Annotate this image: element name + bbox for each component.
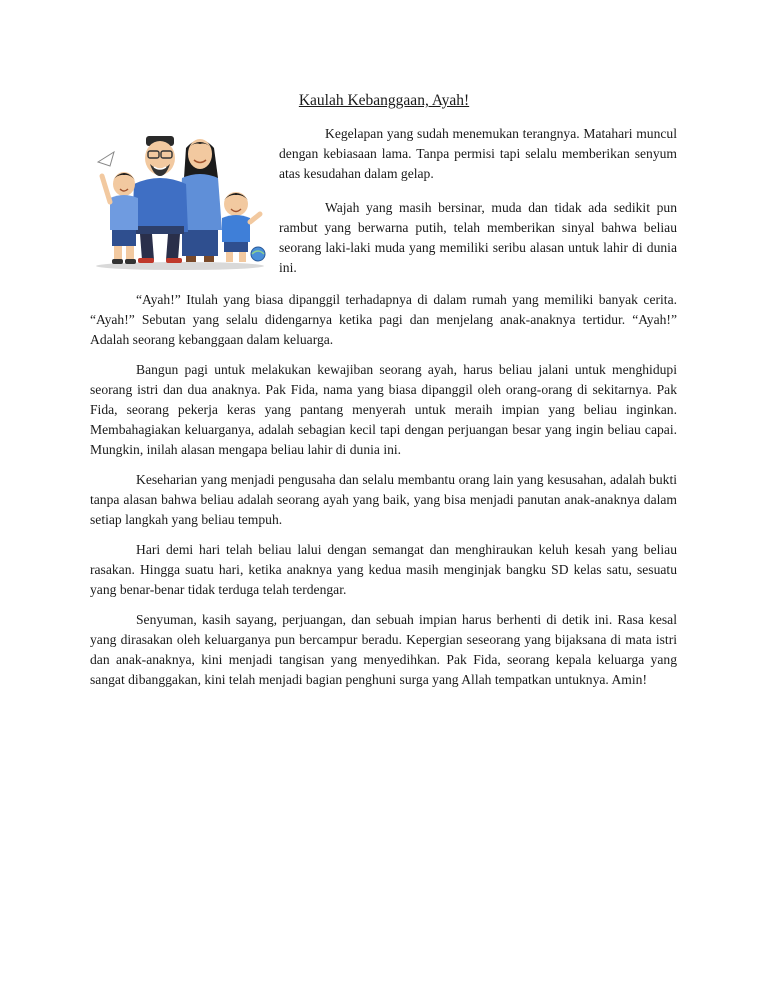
- intro-paragraph-1-block: [279, 124, 677, 184]
- page-title: Kaulah Kebanggaan, Ayah!: [298, 92, 470, 109]
- paragraph: Bangun pagi untuk melakukan kewajiban seorang ayah, harus beliau jalani untuk menghidupi seorang istri dan dua anaknya. Pak Fida, nama yang biasa dipanggil oleh orang-orang di sekitarnya. Pak Fida, seorang pekerja keras yang pantang menyerah untuk meraih impian yang beliau inginkan. Membahagiakan keluarganya, adalah sebagian kecil tapi dengan perjuangan besar yang ingin beliau capai. Mungkin, inilah alasan mengapa beliau lahir di dunia ini.: [90, 362, 677, 457]
- intro-paragraph-2-block: [279, 198, 677, 278]
- body-text: [90, 290, 677, 700]
- father-figure: [132, 136, 188, 263]
- intro-paragraph: Kegelapan yang sudah menemukan terangnya. Matahari muncul dengan kebiasaan lama. Tanpa permisi tapi selalu memberikan senyum atas kesudahan dalam gelap.: [279, 126, 677, 181]
- right-child-figure: [222, 192, 265, 262]
- paragraph: Keseharian yang menjadi pengusaha dan selalu membantu orang lain yang kesusahan, adalah bukti tanpa alasan bahwa beliau adalah seorang ayah yang baik, yang bisa menjadi panutan anak-anaknya dalam setiap langkah yang beliau tempuh.: [90, 472, 677, 527]
- paragraph: Hari demi hari telah beliau lalui dengan semangat dan menghiraukan keluh kesah yang beliau rasakan. Hingga suatu hari, ketika anaknya yang kedua masih menginjak bangku SD kelas satu, sesuatu yang benar-benar tidak terduga telah terdengar.: [90, 542, 677, 597]
- left-child-figure: [98, 152, 138, 264]
- family-cartoon-icon: [90, 126, 268, 272]
- intro-paragraph: Wajah yang masih bersinar, muda dan tidak ada sedikit pun rambut yang berwarna putih, telah memberikan sinyal bahwa beliau seorang laki-laki muda yang memiliki seribu alasan untuk lahir di dunia ini.: [279, 200, 677, 275]
- paragraph: “Ayah!” Itulah yang biasa dipanggil terhadapnya di dalam rumah yang memiliki banyak cerita. “Ayah!” Sebutan yang selalu didengarnya ketika pagi dan menjelang anak-anaknya tertidur. “Ayah!” Adalah seorang kebanggaan dalam keluarga.: [90, 292, 677, 347]
- paragraph: Senyuman, kasih sayang, perjuangan, dan sebuah impian harus berhenti di detik ini. Rasa kesal yang dirasakan oleh keluarganya pun bercampur beradu. Kepergian seseorang yang bijaksana di mata istri dan anak-anaknya, kini menjadi tangisan yang menyedihkan. Pak Fida, seorang kepala keluarga yang sangat dibanggakan, kini telah menjadi bagian penghuni surga yang Allah tempatkan untuknya. Amin!: [90, 612, 677, 687]
